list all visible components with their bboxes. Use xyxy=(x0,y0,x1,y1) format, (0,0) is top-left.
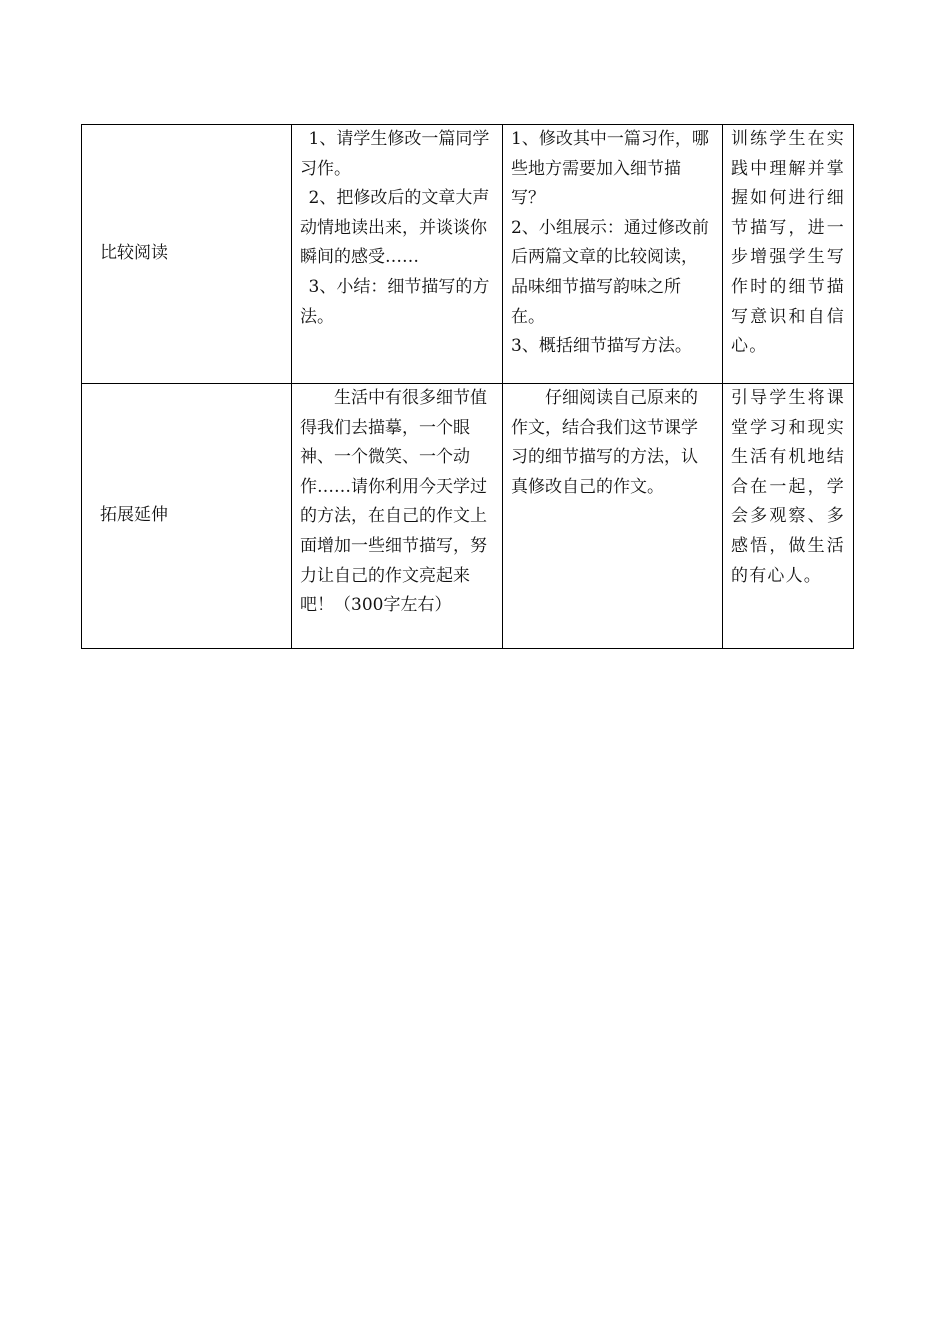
teacher-step: 1、请学生修改一篇同学习作。 xyxy=(300,129,490,179)
teacher-activity-cell xyxy=(292,384,503,649)
design-intent-text: 训练学生在实践中理解并掌握如何进行细节描写，进一步增强学生写作时的细节描写意识和自信心。 xyxy=(731,129,845,357)
student-step: 2、小组展示：通过修改前后两篇文章的比较阅读，品味细节描写韵味之所在。 xyxy=(511,217,709,327)
student-step: 1、修改其中一篇习作，哪些地方需要加入细节描写？ xyxy=(511,129,709,209)
stage-cell xyxy=(82,384,292,649)
teacher-step: 生活中有很多细节值得我们去描摹，一个眼神、一个微笑、一个动作……请你利用今天学过的方法，在自己的作文上面增加一些细节描写，努力让自己的作文亮起来吧！（300字左右） xyxy=(300,388,487,616)
table-row xyxy=(82,384,854,649)
design-intent-cell xyxy=(723,125,854,384)
lesson-plan-table xyxy=(81,124,854,649)
design-intent-text: 引导学生将课堂学习和现实生活有机地结合在一起，学会多观察、多感悟，做生活的有心人。 xyxy=(731,388,845,586)
student-activity-cell xyxy=(503,384,723,649)
student-step: 仔细阅读自己原来的作文，结合我们这节课学习的细节描写的方法，认真修改自己的作文。 xyxy=(511,388,698,497)
design-intent-cell xyxy=(723,384,854,649)
teacher-activity-cell xyxy=(292,125,503,384)
teacher-step: 2、把修改后的文章大声动情地读出来，并谈谈你瞬间的感受…… xyxy=(300,188,490,268)
stage-label: 比较阅读 xyxy=(100,243,168,264)
stage-cell xyxy=(82,125,292,384)
stage-label: 拓展延伸 xyxy=(100,505,168,526)
student-step: 3、概括细节描写方法。 xyxy=(511,336,692,357)
teacher-step: 3、小结：细节描写的方法。 xyxy=(300,276,490,327)
table-row xyxy=(82,125,854,384)
student-activity-cell xyxy=(503,125,723,384)
